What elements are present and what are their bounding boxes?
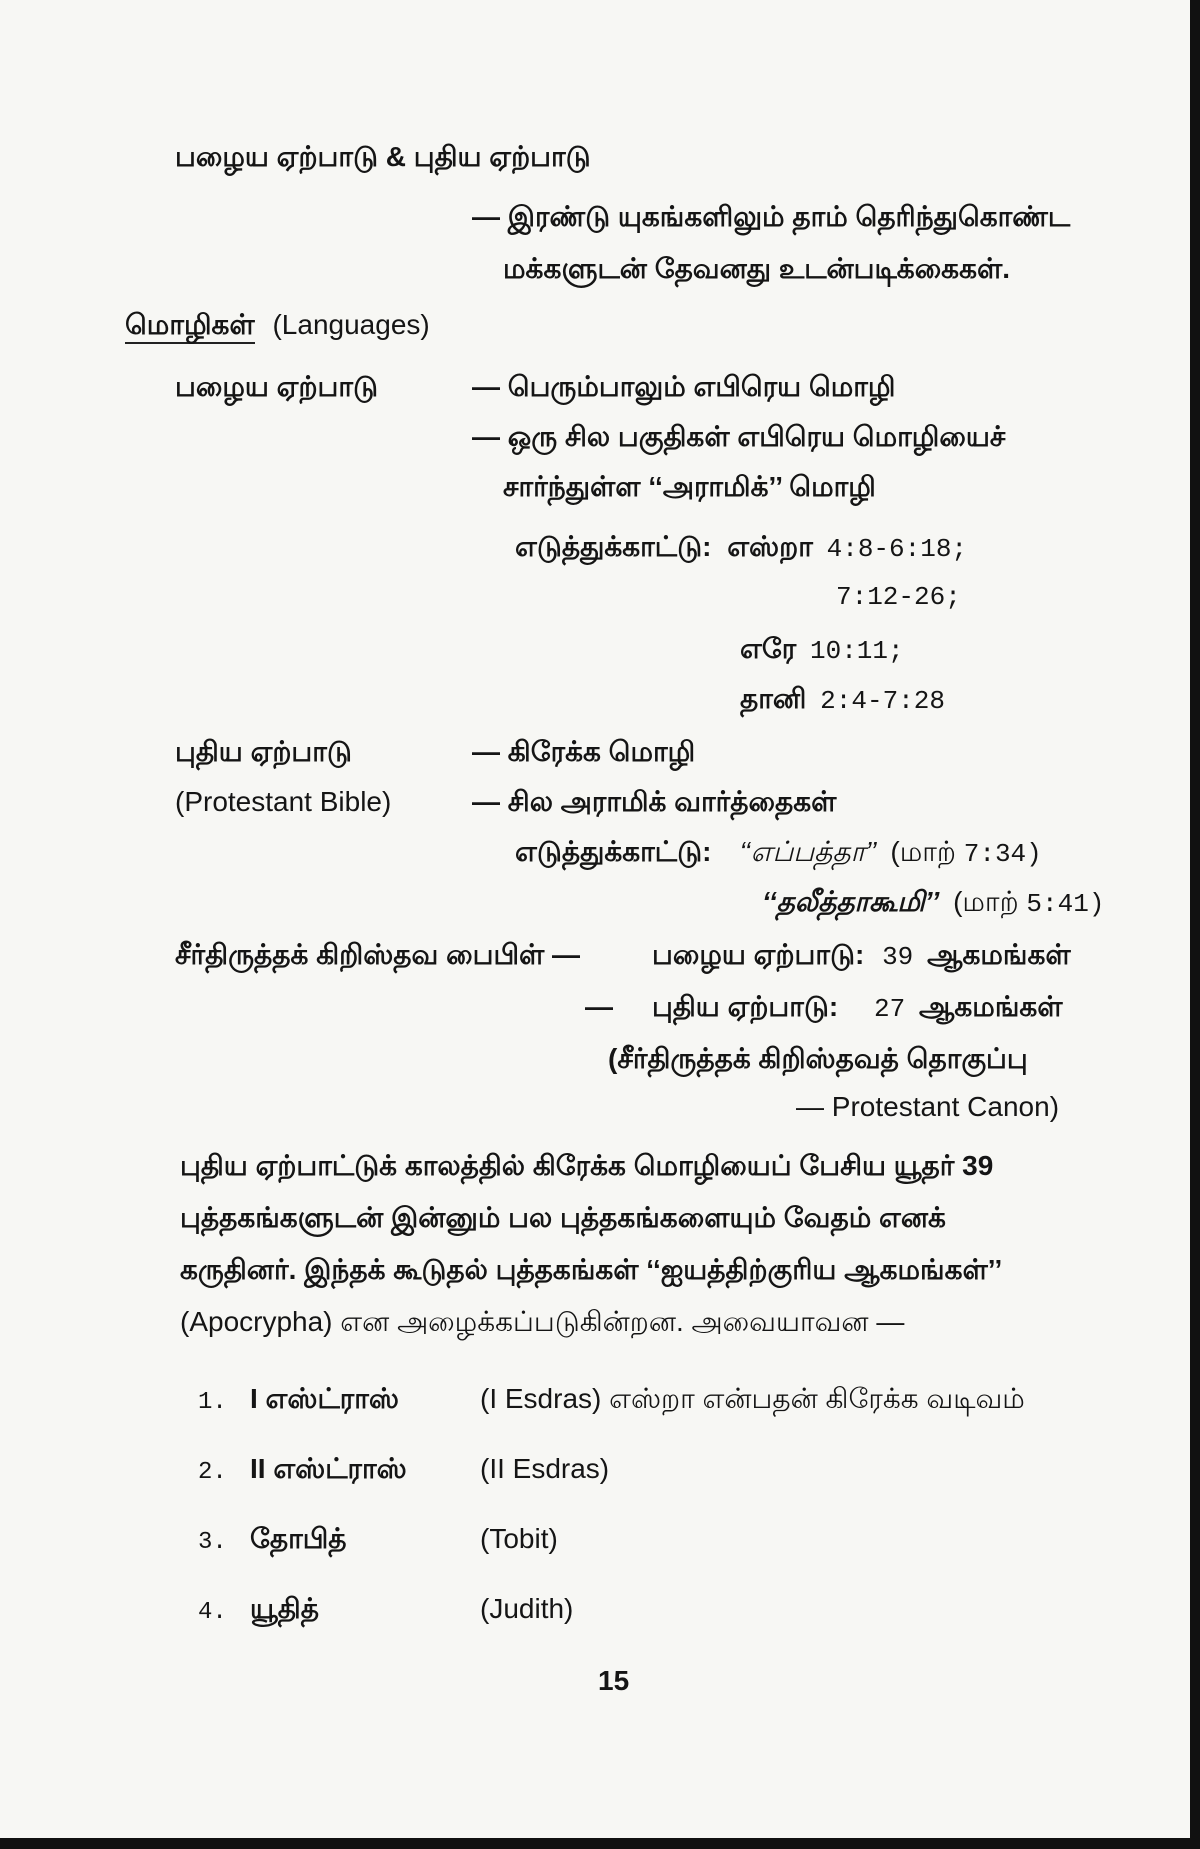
nt-example-2	[762, 885, 1104, 921]
nt-example-1	[515, 835, 1042, 871]
canon-nt-text: புதிய ஏற்பாடு:	[652, 991, 839, 1022]
ot-example-1-ref: 4:8-6:18;	[826, 534, 968, 564]
canon-label: சீர்திருத்தக் கிறிஸ்தவ பைபிள் —	[175, 939, 581, 970]
page-number: 15	[598, 1665, 630, 1696]
list-item-description: (II Esdras)	[480, 1453, 610, 1484]
nt-label-english: (Protestant Bible)	[175, 786, 392, 817]
canon-note-line2: — Protestant Canon)	[796, 1091, 1060, 1122]
nt-language-line1: — கிரேக்க மொழி	[472, 736, 696, 767]
ot-example-4-ref: 2:4-7:28	[820, 686, 945, 716]
nt-example-2-word: ‘‘தலீத்தாகூமி’’	[762, 886, 940, 917]
nt-label: புதிய ஏற்பாடு	[175, 736, 352, 767]
apocrypha-paragraph	[180, 1140, 1090, 1348]
ot-example-label: எடுத்துக்காட்டு:	[515, 531, 712, 562]
list-item-number: 3.	[198, 1529, 227, 1556]
section-description-line1: — இரண்டு யுகங்களிலும் தாம் தெரிந்துகொண்ட	[472, 201, 1071, 232]
canon-ot-unit: ஆகமங்கள்	[927, 939, 1071, 970]
list-item	[198, 1522, 558, 1560]
canon-ot-text: பழைய ஏற்பாடு:	[652, 939, 865, 970]
canon-ot	[652, 938, 1071, 974]
canon-nt-count: 27	[873, 994, 906, 1024]
nt-example-1-word: ‘‘எப்பத்தா’’	[739, 836, 877, 867]
ot-example-1-book: எஸ்றா	[727, 531, 813, 562]
ot-language-line2: — ஒரு சில பகுதிகள் எபிரெய மொழியைச்	[472, 421, 1006, 452]
ot-language-line1: — பெரும்பாலும் எபிரெய மொழி	[472, 371, 896, 402]
list-item-description: (I Esdras) எஸ்றா என்பதன் கிரேக்க வடிவம்	[480, 1383, 1025, 1414]
list-item-number: 1.	[198, 1389, 227, 1416]
nt-example-2-ref: 5:41)	[1026, 889, 1105, 919]
ot-example-4	[740, 682, 945, 718]
ot-example-2-ref: 7:12-26;	[836, 582, 961, 612]
paragraph-line1: புதிய ஏற்பாட்டுக் காலத்தில் கிரேக்க மொழியைப் பேசிய யூதர் 39	[180, 1150, 994, 1181]
canon-ot-count: 39	[882, 942, 914, 972]
list-item-name: I எஸ்ட்ராஸ்	[250, 1383, 399, 1414]
canon-dash: —	[585, 991, 613, 1022]
nt-example-label: எடுத்துக்காட்டு:	[515, 836, 712, 867]
list-item-name: தோபித்	[250, 1523, 347, 1554]
list-item	[198, 1592, 574, 1630]
nt-language-line2: — சில அராமிக் வார்த்தைகள்	[472, 786, 837, 817]
ot-label: பழைய ஏற்பாடு	[175, 371, 378, 402]
ot-example-3-ref: 10:11;	[809, 636, 904, 666]
ot-example-3-book: எரே	[740, 633, 797, 664]
list-item-number: 2.	[198, 1459, 227, 1486]
languages-heading	[125, 308, 430, 342]
canon-note-line1: (சீர்திருத்தக் கிறிஸ்தவத் தொகுப்பு	[608, 1043, 1028, 1074]
nt-example-2-book: (மாற்	[953, 886, 1019, 917]
canon-nt-unit: ஆகமங்கள்	[918, 991, 1063, 1022]
nt-example-1-book: (மாற்	[890, 836, 956, 867]
list-item	[198, 1452, 610, 1490]
paragraph-line4: (Apocrypha) என அழைக்கப்படுகின்றன. அவையாவன —	[180, 1306, 905, 1337]
list-item-name: யூதித்	[250, 1593, 319, 1624]
ot-language-line3: சார்ந்துள்ள ‘‘அராமிக்’’ மொழி	[503, 471, 876, 502]
list-item	[198, 1382, 1025, 1420]
ot-example-1	[515, 530, 967, 566]
paragraph-line2: புத்தகங்களுடன் இன்னும் பல புத்தகங்களையும் வேதம் எனக்	[180, 1202, 946, 1233]
nt-example-1-ref: 7:34)	[963, 839, 1042, 869]
languages-heading-tamil: மொழிகள்	[125, 309, 255, 344]
ot-example-3	[740, 632, 904, 668]
section-description-line2: மக்களுடன் தேவனது உடன்படிக்கைகள்.	[503, 253, 1011, 284]
list-item-description: (Judith)	[480, 1593, 574, 1624]
section-title: பழைய ஏற்பாடு & புதிய ஏற்பாடு	[175, 141, 591, 172]
paragraph-line3: கருதினர். இந்தக் கூடுதல் புத்தகங்கள் ‘‘ஐயத்திற்குரிய ஆகமங்கள்’’	[180, 1254, 1003, 1285]
list-item-name: II எஸ்ட்ராஸ்	[250, 1453, 407, 1484]
list-item-number: 4.	[198, 1599, 227, 1626]
languages-heading-english: (Languages)	[272, 309, 430, 340]
canon-nt	[652, 990, 1063, 1026]
ot-example-4-book: தானி	[740, 683, 807, 714]
list-item-description: (Tobit)	[480, 1523, 558, 1554]
